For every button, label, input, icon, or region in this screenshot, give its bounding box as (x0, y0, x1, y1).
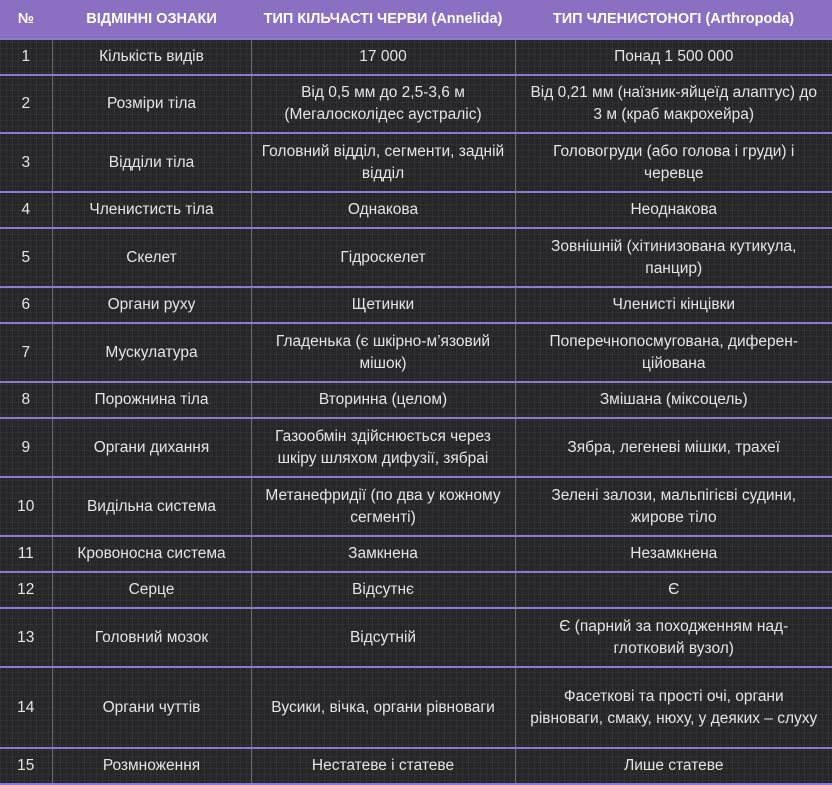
table-row (0, 536, 832, 572)
arthropoda-cell: Лише статеве (515, 748, 832, 784)
row-number: 12 (0, 572, 52, 608)
feature-cell: Членистисть тіла (52, 192, 251, 228)
feature-cell: Кровоносна система (52, 536, 251, 572)
arthropoda-cell: Неоднакова (515, 192, 832, 228)
row-number: 13 (0, 608, 52, 667)
row-number: 3 (0, 133, 52, 192)
annelida-cell: Щетинки (251, 287, 515, 323)
table-row (0, 572, 832, 608)
feature-cell: Відділи тіла (52, 133, 251, 192)
row-number: 9 (0, 418, 52, 477)
feature-cell: Органи чуттів (52, 667, 251, 748)
table-row (0, 323, 832, 382)
annelida-cell: Гідроскелет (251, 228, 515, 287)
header-number: № (0, 0, 52, 39)
table-row (0, 133, 832, 192)
feature-cell: Кількість видів (52, 39, 251, 75)
feature-cell: Мускулатура (52, 323, 251, 382)
annelida-cell: Від 0,5 мм до 2,5-3,6 м (Мегалосколідес аустраліс) (251, 75, 515, 133)
table-row (0, 192, 832, 228)
header-feature: ВІДМІННІ ОЗНАКИ (52, 0, 251, 39)
feature-cell: Порожнина тіла (52, 382, 251, 418)
annelida-cell: Вторинна (целом) (251, 382, 515, 418)
feature-cell: Розмноження (52, 748, 251, 784)
annelida-cell: Метанефридії (по два у кожному сегменті) (251, 477, 515, 536)
arthropoda-cell: Незамкнена (515, 536, 832, 572)
row-number: 7 (0, 323, 52, 382)
arthropoda-cell: Є (парний за походженням над-глотковий вузол) (515, 608, 832, 667)
table-row (0, 287, 832, 323)
annelida-cell: Замкнена (251, 536, 515, 572)
table-row (0, 608, 832, 667)
row-number: 5 (0, 228, 52, 287)
table-row (0, 667, 832, 748)
arthropoda-cell: Головогруди (або голова і груди) і черевце (515, 133, 832, 192)
row-number: 8 (0, 382, 52, 418)
feature-cell: Розміри тіла (52, 75, 251, 133)
row-number: 14 (0, 667, 52, 748)
feature-cell: Серце (52, 572, 251, 608)
feature-cell: Органи дихання (52, 418, 251, 477)
table-row (0, 418, 832, 477)
table-row (0, 75, 832, 133)
arthropoda-cell: Понад 1 500 000 (515, 39, 832, 75)
annelida-cell: 17 000 (251, 39, 515, 75)
table-header (0, 0, 832, 39)
arthropoda-cell: Зябра, легеневі мішки, трахеї (515, 418, 832, 477)
header-arthropoda: ТИП ЧЛЕНИСТОНОГІ (Arthropoda) (515, 0, 832, 39)
arthropoda-cell: Є (515, 572, 832, 608)
table-row (0, 382, 832, 418)
row-number: 15 (0, 748, 52, 784)
arthropoda-cell: Від 0,21 мм (наїзник-яйцеїд алаптус) до 3 м (краб макрохейра) (515, 75, 832, 133)
annelida-cell: Відсутнє (251, 572, 515, 608)
annelida-cell: Відсутній (251, 608, 515, 667)
arthropoda-cell: Поперечнопосмугована, диферен-ційована (515, 323, 832, 382)
row-number: 6 (0, 287, 52, 323)
feature-cell: Головний мозок (52, 608, 251, 667)
feature-cell: Органи руху (52, 287, 251, 323)
arthropoda-cell: Зелені залози, мальпігієві судини, жирове тіло (515, 477, 832, 536)
annelida-cell: Вусики, вічка, органи рівноваги (251, 667, 515, 748)
arthropoda-cell: Членисті кінцівки (515, 287, 832, 323)
header-row (0, 0, 832, 39)
table-row (0, 39, 832, 75)
annelida-cell: Однакова (251, 192, 515, 228)
row-number: 11 (0, 536, 52, 572)
feature-cell: Видільна система (52, 477, 251, 536)
arthropoda-cell: Змішана (міксоцель) (515, 382, 832, 418)
arthropoda-cell: Зовнішній (хітинизована кутикула, панцир) (515, 228, 832, 287)
row-number: 2 (0, 75, 52, 133)
annelida-cell: Гладенька (є шкірно-м’язовий мішок) (251, 323, 515, 382)
table-body (0, 39, 832, 784)
table-row (0, 748, 832, 784)
feature-cell: Скелет (52, 228, 251, 287)
annelida-cell: Головний відділ, сегменти, задній відділ (251, 133, 515, 192)
arthropoda-cell: Фасеткові та прості очі, органи рівноваги, смаку, нюху, у деяких – слуху (515, 667, 832, 748)
row-number: 1 (0, 39, 52, 75)
table-row (0, 477, 832, 536)
annelida-cell: Нестатеве і статеве (251, 748, 515, 784)
header-annelida: ТИП КІЛЬЧАСТІ ЧЕРВИ (Annelida) (251, 0, 515, 39)
row-number: 10 (0, 477, 52, 536)
table-row (0, 228, 832, 287)
row-number: 4 (0, 192, 52, 228)
annelida-cell: Газообмін здійснюється через шкіру шляхом дифузії, зябраі (251, 418, 515, 477)
